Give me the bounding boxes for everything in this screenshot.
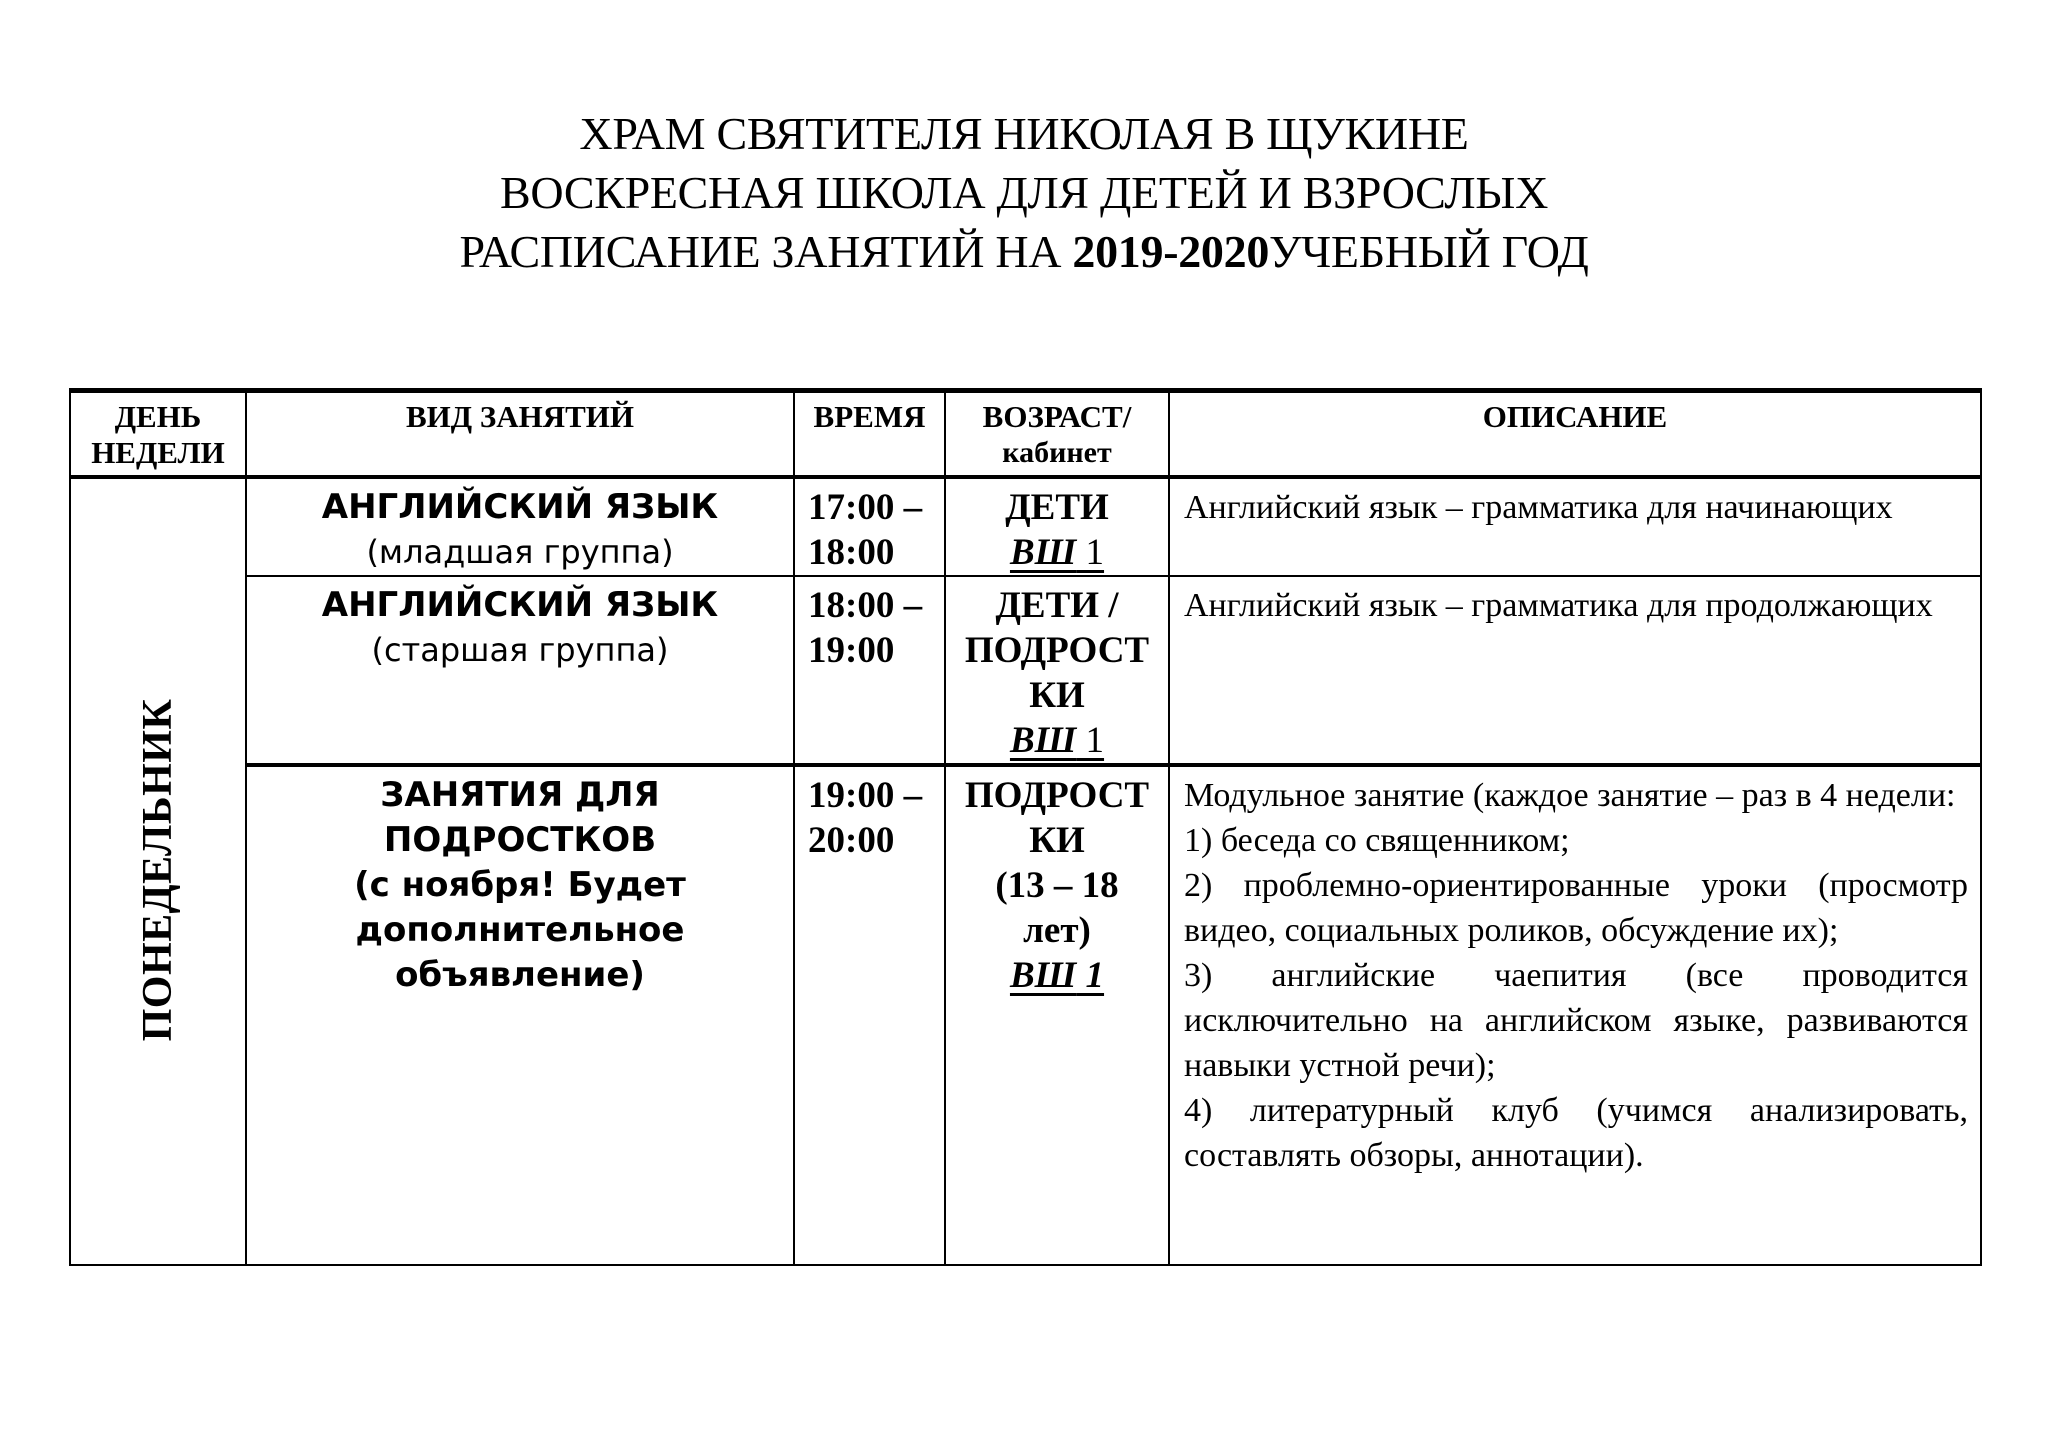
description-text: 4) литературный клуб (учимся анализировать, составлять обзоры, аннотации). (1184, 1091, 1968, 1174)
header-time: ВРЕМЯ (794, 391, 945, 477)
age-cell (945, 765, 1169, 1265)
table-header-row (70, 391, 1981, 477)
age-cell (945, 477, 1169, 576)
time-end: 18:00 (808, 531, 895, 573)
day-cell (70, 477, 246, 1265)
age-line: КИ (1029, 819, 1085, 861)
age-cell (945, 576, 1169, 765)
schedule-table (69, 388, 1982, 1266)
age-line: ДЕТИ (1005, 486, 1109, 528)
header-day (70, 391, 246, 477)
time-end: 19:00 (808, 629, 895, 671)
table-row (70, 477, 1981, 576)
lesson-type-cell (246, 477, 794, 576)
title-line-church: ХРАМ СВЯТИТЕЛЯ НИКОЛАЯ В ЩУКИНЕ (579, 108, 1469, 159)
lesson-title-line: (с ноября! Будет (354, 864, 686, 905)
header-description: ОПИСАНИЕ (1169, 391, 1981, 477)
day-label: ПОНЕДЕЛЬНИК (135, 698, 181, 1041)
lesson-title: АНГЛИЙСКИЙ ЯЗЫК (321, 486, 719, 527)
lesson-title-line: ЗАНЯТИЯ ДЛЯ (380, 774, 660, 815)
lesson-subtitle: (старшая группа) (371, 630, 669, 669)
lesson-type-cell (246, 765, 794, 1265)
room-label: ВШ 1 (1009, 719, 1105, 761)
document-title (0, 104, 2048, 281)
age-line: ПОДРОСТ (964, 774, 1150, 816)
title-line-schedule (0, 222, 2048, 281)
header-day-line1: ДЕНЬ (114, 399, 202, 434)
description-text: 1) беседа со священником; (1184, 821, 1570, 859)
time-cell (794, 477, 945, 576)
time-cell (794, 576, 945, 765)
lesson-type-cell (246, 576, 794, 765)
room-label: ВШ 1 (1009, 531, 1105, 573)
table-row (70, 576, 1981, 765)
description-cell (1169, 765, 1981, 1265)
time-start: 17:00 – (808, 486, 923, 528)
header-day-line2: НЕДЕЛИ (91, 435, 225, 470)
time-end: 20:00 (808, 819, 895, 861)
room-label: ВШ 1 (1009, 954, 1105, 996)
lesson-subtitle: (младшая группа) (366, 532, 674, 571)
time-start: 18:00 – (808, 584, 923, 626)
title-schedule-prefix: РАСПИСАНИЕ ЗАНЯТИЙ НА (459, 226, 1073, 277)
table-row (70, 765, 1981, 1265)
header-type: ВИД ЗАНЯТИЙ (246, 391, 794, 477)
description-cell (1169, 576, 1981, 765)
lesson-title-line: ПОДРОСТКОВ (383, 819, 657, 860)
age-line: (13 – 18 (995, 864, 1119, 906)
description-text: Английский язык – грамматика для начинающих (1184, 488, 1893, 526)
time-cell (794, 765, 945, 1265)
description-text: Английский язык – грамматика для продолжающих (1184, 586, 1933, 624)
age-line: КИ (1029, 674, 1085, 716)
lesson-title-line: объявление) (395, 954, 645, 995)
description-text: 2) проблемно-ориентированные уроки (просмотр видео, социальных роликов, обсуждение их); (1184, 866, 1968, 949)
description-cell (1169, 477, 1981, 576)
lesson-title-line: дополнительное (355, 909, 685, 950)
lesson-title: АНГЛИЙСКИЙ ЯЗЫК (321, 584, 719, 625)
title-schedule-suffix: УЧЕБНЫЙ ГОД (1269, 226, 1589, 277)
title-line-school: ВОСКРЕСНАЯ ШКОЛА ДЛЯ ДЕТЕЙ И ВЗРОСЛЫХ (499, 167, 1549, 218)
description-text: 3) английские чаепития (все проводится исключительно на английском языке, развиваются навыки устной речи); (1184, 956, 1968, 1084)
age-line: ПОДРОСТ (964, 629, 1150, 671)
header-age-line2: кабинет (1002, 436, 1112, 469)
header-age-line1: ВОЗРАСТ/ (982, 399, 1132, 434)
description-text: Модульное занятие (каждое занятие – раз в 4 недели: (1184, 776, 1956, 814)
header-age (945, 391, 1169, 477)
title-schedule-year: 2019-2020 (1072, 226, 1270, 277)
age-line: лет) (1023, 909, 1091, 951)
time-start: 19:00 – (808, 774, 923, 816)
age-line: ДЕТИ / (995, 584, 1119, 626)
